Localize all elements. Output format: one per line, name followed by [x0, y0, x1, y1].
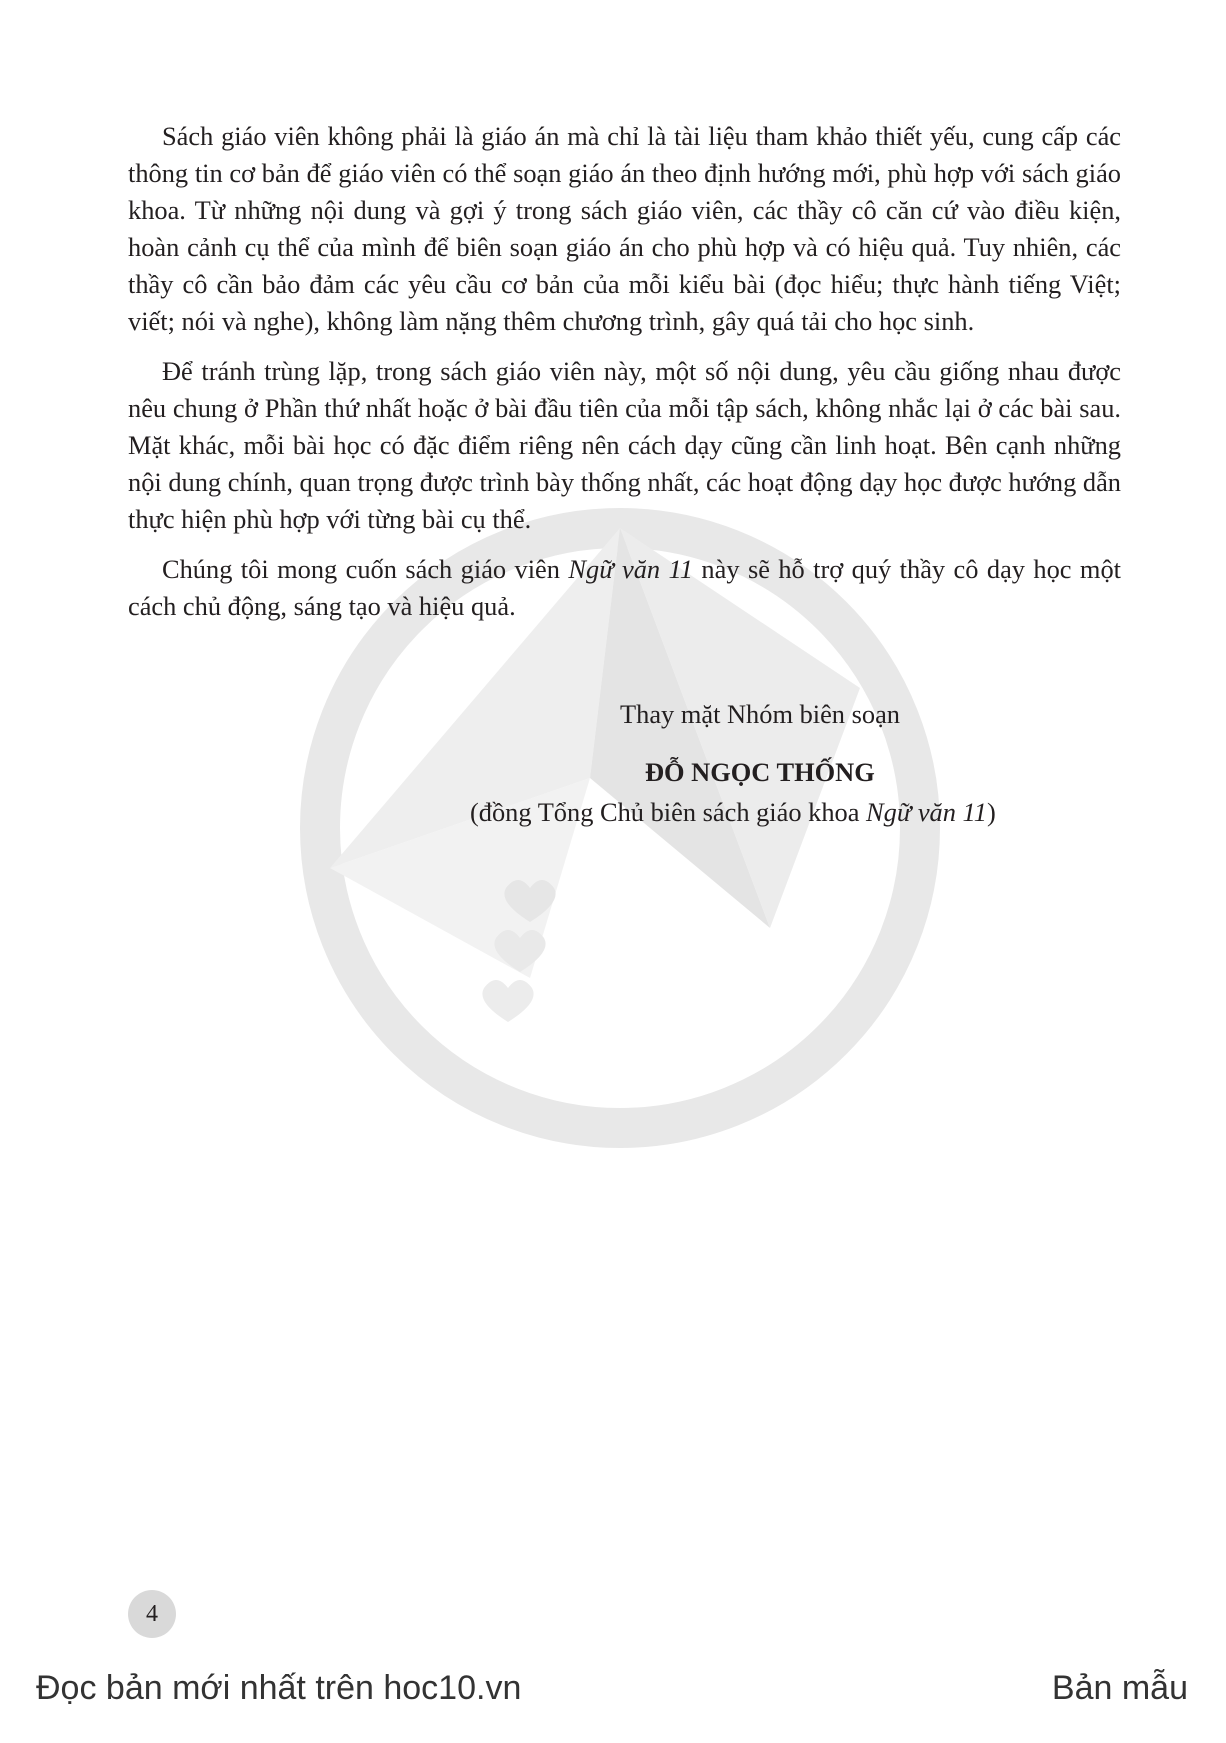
author-role: [470, 794, 996, 831]
signature-on-behalf: Thay mặt Nhóm biên soạn: [620, 699, 900, 729]
author-role-book-title: Ngữ văn 11: [866, 797, 987, 827]
book-title: Ngữ văn 11: [568, 554, 693, 584]
paragraph-3-text-start: Chúng tôi mong cuốn sách giáo viên: [162, 554, 569, 584]
paragraph-2: Để tránh trùng lặp, trong sách giáo viên này, một số nội dung, yêu cầu giống nhau được nêu chung ở Phần thứ nhất hoặc ở bài đầu tiên của mỗi tập sách, không nhắc lại ở các bài sau. Mặt khác, mỗi bài học có đặc điểm riêng nên cách dạy cũng cần linh hoạt. Bên cạnh những nội dung chính, quan trọng được trình bày thống nhất, các hoạt động dạy học được hướng dẫn thực hiện phù hợp với từng bài cụ thể.: [128, 356, 1121, 534]
paragraph-1: Sách giáo viên không phải là giáo án mà chỉ là tài liệu tham khảo thiết yếu, cung cấp các thông tin cơ bản để giáo viên có thể soạn giáo án theo định hướng mới, phù hợp với sách giáo khoa. Từ những nội dung và gợi ý trong sách giáo viên, các thầy cô căn cứ vào điều kiện, hoàn cảnh cụ thể của mình để biên soạn giáo án cho phù hợp và có hiệu quả. Tuy nhiên, các thầy cô cần bảo đảm các yêu cầu cơ bản của mỗi kiểu bài (đọc hiểu; thực hành tiếng Việt; viết; nói và nghe), không làm nặng thêm chương trình, gây quá tải cho học sinh.: [128, 121, 1121, 336]
footer-source-note: Đọc bản mới nhất trên hoc10.vn: [36, 1669, 522, 1707]
author-name: ĐỖ NGỌC THỐNG: [645, 757, 875, 787]
paragraph-3: [128, 551, 1121, 625]
author-role-close: ): [986, 797, 996, 827]
page-number-badge: 4: [128, 1590, 176, 1638]
paragraph-3-text-end: này sẽ hỗ trợ quý thầy cô dạy học một cách chủ động, sáng tạo và hiệu quả.: [128, 554, 1121, 621]
body-text: [128, 118, 1121, 638]
author-role-text: (đồng Tổng Chủ biên sách giáo khoa: [470, 797, 867, 827]
footer-sample-label: Bản mẫu: [1051, 1669, 1188, 1707]
